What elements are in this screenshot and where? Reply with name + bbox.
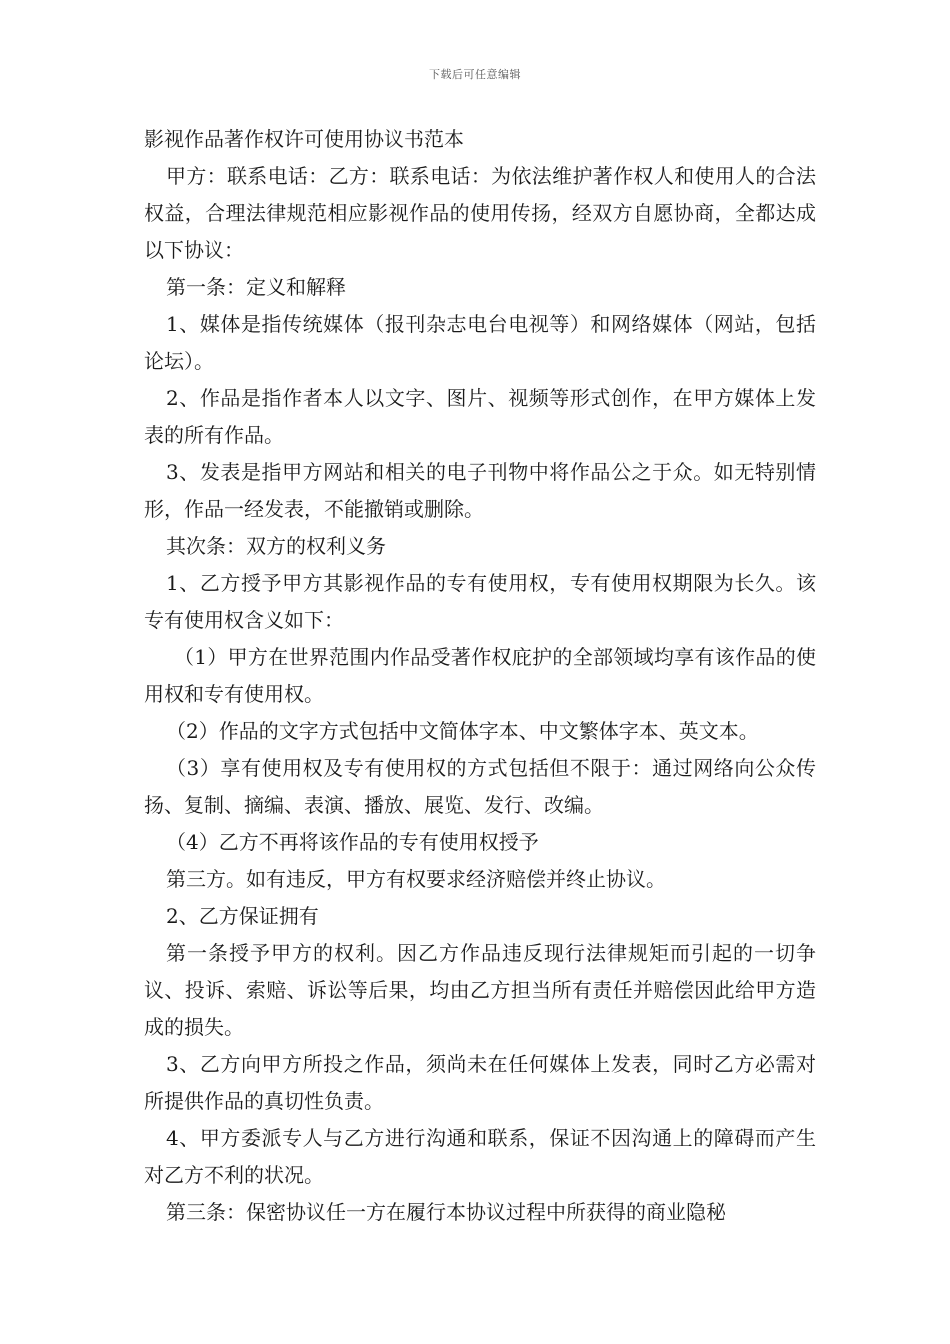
paragraph-subclause: （4）乙方不再将该作品的专有使用权授予 xyxy=(166,830,539,854)
paragraph-subclause: （3）享有使用权及专有使用权的方式包括但不限于：通过网络向公众传扬、复制、摘编、表演、播放、展览、发行、改编。 xyxy=(144,756,816,817)
paragraph-clause: 2、乙方保证拥有 xyxy=(166,904,319,928)
paragraph-clause: 1、媒体是指传统媒体（报刊杂志电台电视等）和网络媒体（网站，包括论坛）。 xyxy=(144,312,816,373)
document-body xyxy=(144,121,816,1231)
paragraph-clause: 4、甲方委派专人与乙方进行沟通和联系，保证不因沟通上的障碍而产生对乙方不利的状况。 xyxy=(144,1126,816,1187)
paragraph-subclause: （2）作品的文字方式包括中文简体字本、中文繁体字本、英文本。 xyxy=(166,719,759,743)
article-heading-1: 第一条：定义和解释 xyxy=(166,275,346,299)
paragraph-clause: 2、作品是指作者本人以文字、图片、视频等形式创作，在甲方媒体上发表的所有作品。 xyxy=(144,386,816,447)
paragraph-clause: 3、乙方向甲方所投之作品，须尚未在任何媒体上发表，同时乙方必需对所提供作品的真切性负责。 xyxy=(144,1052,816,1113)
page-header-note: 下载后可任意编辑 xyxy=(429,68,521,81)
paragraph-clause: 第一条授予甲方的权利。因乙方作品违反现行法律规矩而引起的一切争议、投诉、索赔、诉讼等后果，均由乙方担当所有责任并赔偿因此给甲方造成的损失。 xyxy=(144,941,816,1039)
article-heading-2: 其次条：双方的权利义务 xyxy=(166,534,386,558)
paragraph-clause: 3、发表是指甲方网站和相关的电子刊物中将作品公之于众。如无特别情形，作品一经发表，不能撤销或删除。 xyxy=(144,460,816,521)
document-title: 影视作品著作权许可使用协议书范本 xyxy=(144,127,464,151)
article-heading-3: 第三条：保密协议任一方在履行本协议过程中所获得的商业隐秘 xyxy=(166,1200,726,1224)
paragraph-clause: 第三方。如有违反，甲方有权要求经济赔偿并终止协议。 xyxy=(166,867,666,891)
paragraph-preamble: 甲方：联系电话：乙方：联系电话：为依法维护著作权人和使用人的合法权益，合理法律规范相应影视作品的使用传扬，经双方自愿协商，全都达成以下协议： xyxy=(144,164,816,262)
paragraph-subclause: （1）甲方在世界范围内作品受著作权庇护的全部领域均享有该作品的使用权和专有使用权。 xyxy=(144,645,816,706)
paragraph-clause: 1、乙方授予甲方其影视作品的专有使用权，专有使用权期限为长久。该专有使用权含义如下： xyxy=(144,571,816,632)
